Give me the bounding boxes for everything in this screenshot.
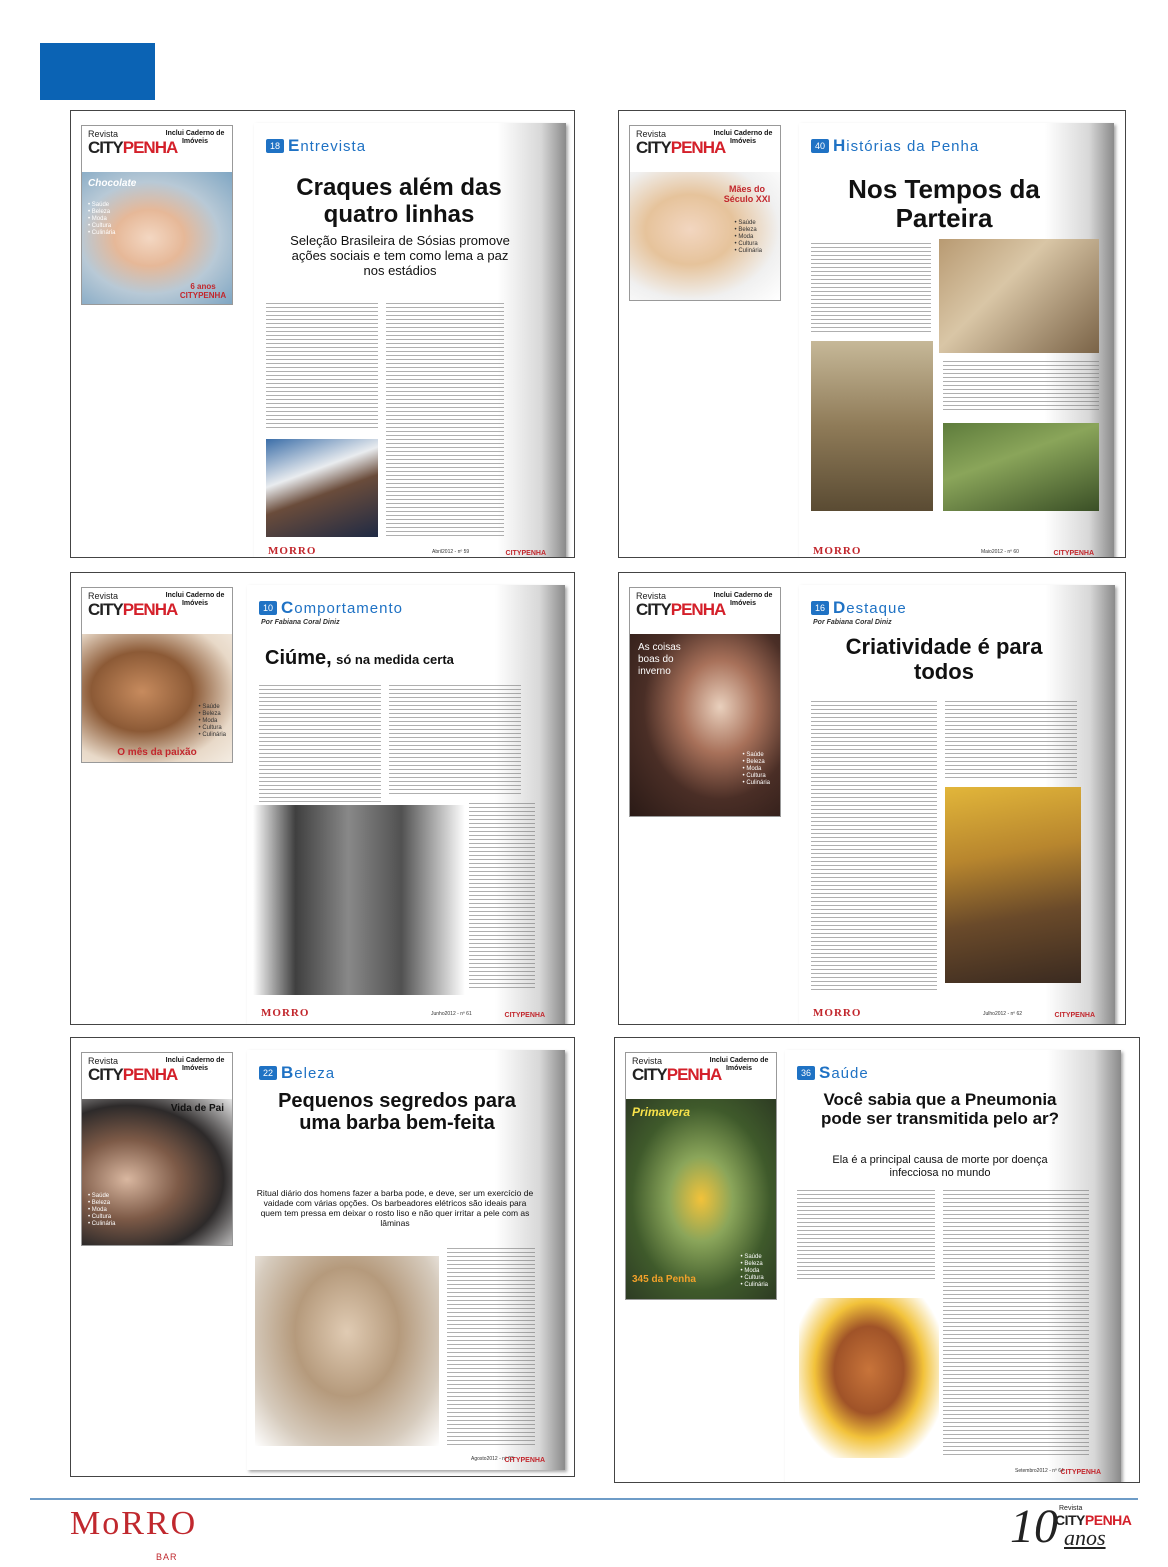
cover-anniversary: 345 da Penha: [632, 1274, 696, 1285]
cover-masthead: Revista CITYPENHA Inclui Caderno de Imóveis: [630, 588, 780, 634]
article-photo: [255, 1256, 439, 1446]
article-headline: Ciúme, só na medida certa: [265, 647, 454, 669]
panel-historias: [618, 110, 1126, 558]
footer-date: Abril2012 - nº 59: [432, 549, 470, 555]
panel-beleza: [70, 1037, 575, 1477]
cover-masthead: [82, 126, 232, 172]
cover-anniversary: 6 anos CITYPENHA: [179, 282, 227, 300]
cover-topics: • Saúde • Beleza • Moda • Cultura • Culinária: [88, 1193, 116, 1227]
cover-title: As coisas boas do inverno: [638, 642, 681, 677]
article-author: Por Fabiana Coral Diniz: [261, 619, 340, 626]
bottom-rule: [30, 1498, 1138, 1500]
panel-comportamento: [70, 572, 575, 1025]
body-text-column: [259, 685, 381, 803]
body-text-column: [945, 701, 1077, 781]
magazine-cover: [81, 587, 233, 763]
cover-topics: • Saúde • Beleza • Moda • Cultura • Culinária: [740, 1254, 768, 1288]
cover-brand-top: Revista: [88, 129, 119, 139]
body-text-column: [389, 685, 521, 797]
article-photo: [943, 423, 1099, 511]
cover-photo: [82, 1099, 232, 1245]
article-spread: 36 Saúde Você sabia que a Pneumonia pode ser transmitida pelo ar? Ela é a principal causa de morte por doença infecciosa no mundo Setembro2012 - nº 64 CITYPENHA: [785, 1050, 1121, 1482]
footer-brand: CITYPENHA: [505, 550, 546, 557]
body-text-column: [797, 1190, 935, 1282]
page-number: 18: [266, 139, 284, 153]
magazine-cover: [625, 1052, 777, 1300]
article-headline: Você sabia que a Pneumonia pode ser transmitida pelo ar?: [820, 1090, 1060, 1129]
cover-photo: [630, 634, 780, 816]
panel-entrevista: [70, 110, 575, 558]
article-subhead: Seleção Brasileira de Sósias promove ações sociais e tem como lema a paz nos estádios: [290, 233, 510, 278]
section-title: Beleza: [281, 1063, 336, 1082]
cover-title: Primavera: [632, 1105, 691, 1119]
section-title: Destaque: [833, 598, 907, 617]
article-headline: Criatividade é para todos: [845, 634, 1043, 684]
cover-photo: [82, 634, 232, 762]
article-photo: [939, 239, 1099, 353]
cover-brand: CITYPENHA: [88, 138, 178, 157]
section-title: Entrevista: [288, 136, 367, 155]
article-spread: 22 Beleza Pequenos segredos para uma barba bem-feita Ritual diário dos homens fazer a barba pode, e deve, ser um exercício de vaidade com várias opções. Os barbeadores elétricos são ideais para quem tem pressa em deixar o rosto liso e não quer irritar a pele com as lâminas Agosto2012 - nº 63 CITYPENHA: [247, 1050, 565, 1470]
body-text-column: [943, 1190, 1089, 1458]
article-spread: 16 Destaque Por Fabiana Coral Diniz Criatividade é para todos MORRO Julho2012 - nº 62 CITYPENHA: [799, 585, 1115, 1025]
magazine-cover: [629, 587, 781, 817]
cover-masthead: Revista CITYPENHA Inclui Caderno de Imóveis: [626, 1053, 776, 1099]
article-subhead: Ela é a principal causa de morte por doença infecciosa no mundo: [832, 1154, 1048, 1179]
cover-title: Chocolate: [88, 178, 137, 189]
cover-masthead: Revista CITYPENHA Inclui Caderno de Imóveis: [630, 126, 780, 172]
article-headline: Craques além das quatro linhas: [296, 174, 502, 228]
cover-masthead: Revista CITYPENHA Inclui Caderno de Imóveis: [82, 588, 232, 634]
body-text-column: [266, 303, 378, 431]
article-photo: [253, 805, 465, 995]
cover-topics: • Saúde • Beleza • Moda • Cultura • Culinária: [734, 220, 762, 254]
cover-masthead: Revista CITYPENHA Inclui Caderno de Imóveis: [82, 1053, 232, 1099]
morro-bar-logo: MoRRO BAR: [70, 1505, 198, 1562]
article-photo: [811, 341, 933, 511]
footer-logo: MORRO: [268, 545, 317, 557]
article-headline: Pequenos segredos para uma barba bem-feita: [278, 1090, 516, 1135]
magazine-cover: [81, 1052, 233, 1246]
section-title: Comportamento: [281, 598, 403, 617]
cover-topics: • Saúde • Beleza • Moda • Cultura • Culinária: [742, 752, 770, 786]
body-text-column: [386, 303, 504, 539]
article-headline: Nos Tempos da Parteira: [848, 174, 1040, 234]
body-text-column: [811, 701, 937, 991]
cover-title: Mães do Século XXI: [723, 184, 771, 204]
article-photo: [945, 787, 1081, 983]
cover-photo: [82, 172, 232, 304]
article-spread: [254, 123, 566, 558]
cover-supplement: Inclui Caderno de Imóveis: [165, 130, 225, 145]
article-illustration: [799, 1298, 939, 1458]
cover-photo: [626, 1099, 776, 1299]
article-spread: 10 Comportamento Por Fabiana Coral Diniz Ciúme, só na medida certa MORRO Junho2012 - nº 61 CITYPENHA: [247, 585, 565, 1025]
cover-topics: • Saúde • Beleza • Moda • Cultura • Culinária: [88, 202, 116, 236]
article-photo: [266, 439, 378, 537]
body-text-column: [469, 803, 535, 989]
article-author: Por Fabiana Coral Diniz: [813, 619, 892, 626]
magazine-cover: [629, 125, 781, 301]
magazine-cover: [81, 125, 233, 305]
cover-topics: • Saúde • Beleza • Moda • Cultura • Culinária: [198, 704, 226, 738]
section-title: Saúde: [819, 1063, 869, 1082]
body-text-column: [447, 1248, 535, 1446]
cover-title: Vida de Pai: [170, 1103, 224, 1114]
article-spread: 40 Histórias da Penha Nos Tempos da Parteira MORRO Maio2012 - nº 60 CITYPENHA: [799, 123, 1114, 558]
panel-saude: [614, 1037, 1140, 1483]
body-text-column: [943, 361, 1099, 413]
panel-destaque: [618, 572, 1126, 1025]
city-penha-10-anos-logo: 10 Revista CITYPENHA anos: [1010, 1500, 1132, 1553]
cover-title: O mês da paixão: [117, 747, 197, 758]
article-subhead: Ritual diário dos homens fazer a barba pode, e deve, ser um exercício de vaidade com várias opções. Os barbeadores elétricos são ideais para quem tem pressa em deixar o rosto liso e não quer irritar a pele com as lâminas: [256, 1188, 534, 1228]
section-title: Histórias da Penha: [833, 136, 980, 155]
corner-color-block: [40, 43, 155, 100]
body-text-column: [811, 243, 931, 335]
cover-photo: [630, 172, 780, 300]
